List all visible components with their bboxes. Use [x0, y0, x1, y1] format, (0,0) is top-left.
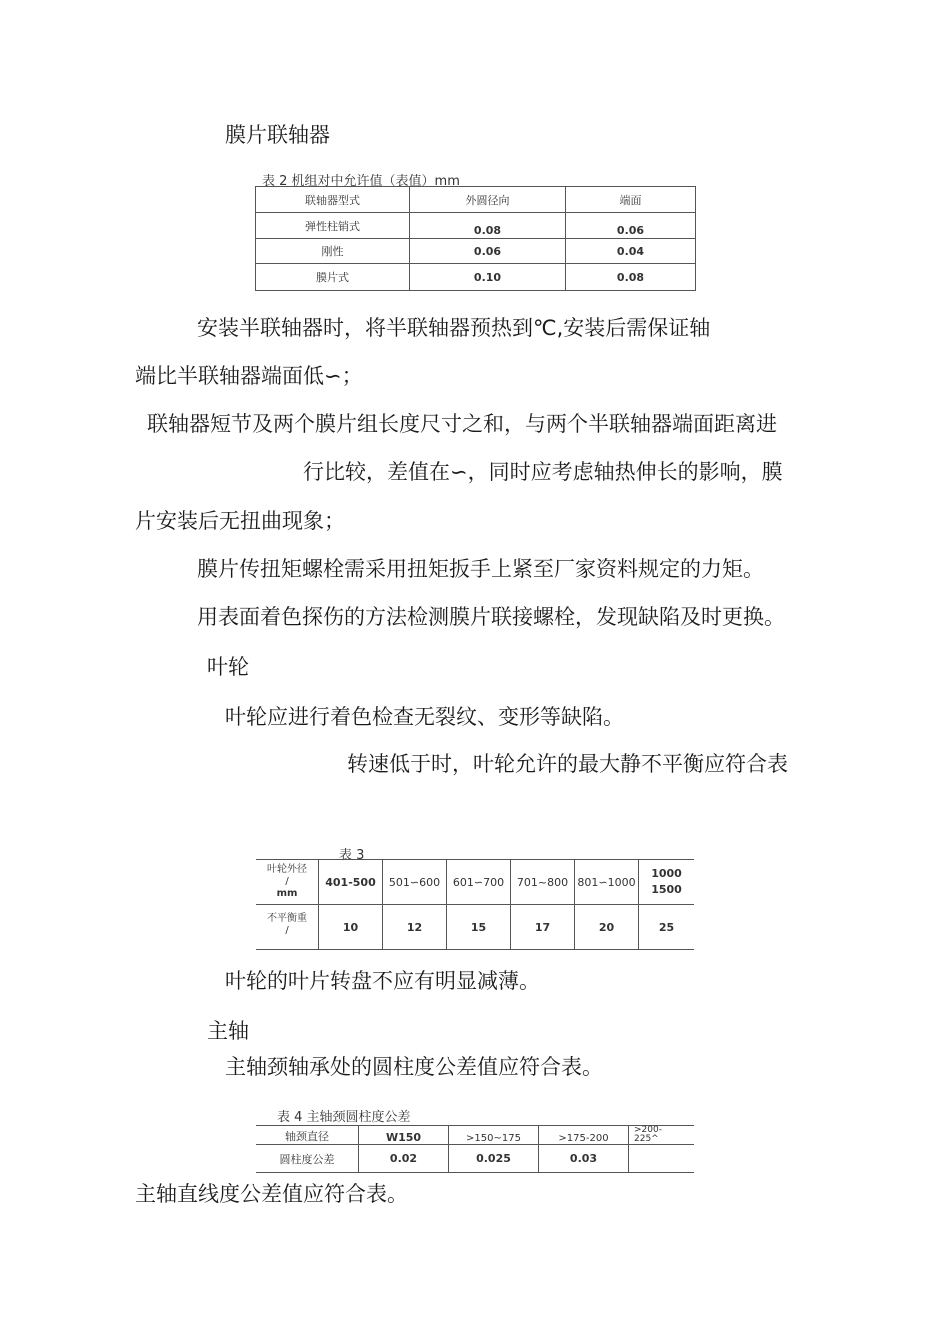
table3-cell: 15: [447, 905, 511, 950]
table2-cell: 刚性: [256, 239, 410, 264]
table4-header: >200- 225^: [629, 1126, 695, 1145]
table2-cell: 0.08: [410, 213, 566, 239]
table2-header: 联轴器型式: [256, 187, 410, 213]
table3-cell: 25: [639, 905, 695, 950]
table2-caption: 表 2 机组对中允许值（表值）mm: [262, 174, 460, 189]
table3-cell: 701~800: [511, 860, 575, 905]
table4-cell: 0.03: [539, 1145, 629, 1173]
table3-cell: 1000 1500: [639, 860, 695, 905]
heading-impeller: 叶轮: [207, 655, 249, 679]
paragraph: 用表面着色探伤的方法检测膜片联接螺栓，发现缺陷及时更换。: [197, 605, 785, 629]
heading-diaphragm-coupling: 膜片联轴器: [225, 123, 330, 147]
table3-row-label: 不平衡重 /: [256, 905, 319, 950]
table-row: [256, 1145, 694, 1173]
table4-header: 轴颈直径: [256, 1126, 359, 1145]
table-row: [256, 239, 696, 264]
table2-cell: 0.06: [566, 213, 696, 239]
table-row: [256, 860, 694, 905]
table3-cell: 12: [383, 905, 447, 950]
table2-header: 端面: [566, 187, 696, 213]
table4: [256, 1125, 694, 1173]
paragraph: 主轴直线度公差值应符合表。: [135, 1182, 408, 1206]
table3: [256, 859, 694, 950]
table3-cell: 801∽1000: [575, 860, 639, 905]
paragraph: 片安装后无扭曲现象；: [135, 509, 345, 533]
table3-cell: 501∽600: [383, 860, 447, 905]
table4-row-label: 圆柱度公差: [256, 1145, 359, 1173]
table4-header: >175-200: [539, 1126, 629, 1145]
table2-cell: 0.08: [566, 264, 696, 291]
table3-cell: 17: [511, 905, 575, 950]
paragraph: 转速低于时，叶轮允许的最大静不平衡应符合表: [347, 752, 788, 776]
table2: [255, 186, 696, 291]
table3-caption: 表 3: [339, 848, 365, 863]
table3-cell: 601∽700: [447, 860, 511, 905]
table2-cell: 0.04: [566, 239, 696, 264]
table2-cell: 0.06: [410, 239, 566, 264]
table-row: [256, 1126, 694, 1145]
heading-main-shaft: 主轴: [207, 1019, 249, 1043]
table2-cell: 弹性柱销式: [256, 213, 410, 239]
paragraph: 端比半联轴器端面低∽；: [135, 364, 363, 388]
table3-cell: 401-500: [319, 860, 383, 905]
paragraph: 膜片传扭矩螺栓需采用扭矩扳手上紧至厂家资料规定的力矩。: [197, 557, 764, 581]
table2-header: 外圆径向: [410, 187, 566, 213]
table4-header: >150~175: [449, 1126, 539, 1145]
table3-cell: 20: [575, 905, 639, 950]
table-row: [256, 905, 694, 950]
table-row: [256, 213, 696, 239]
table2-cell: 0.10: [410, 264, 566, 291]
paragraph: 联轴器短节及两个膜片组长度尺寸之和，与两个半联轴器端面距离进: [147, 412, 777, 436]
paragraph: 叶轮应进行着色检查无裂纹、变形等缺陷。: [225, 705, 624, 729]
table2-cell: 膜片式: [256, 264, 410, 291]
paragraph: 主轴颈轴承处的圆柱度公差值应符合表。: [225, 1055, 603, 1079]
table-row: [256, 264, 696, 291]
table4-cell: 0.02: [359, 1145, 449, 1173]
paragraph: 行比较，差值在∽，同时应考虑轴热伸长的影响，膜: [303, 460, 783, 484]
table4-header: W150: [359, 1126, 449, 1145]
table4-cell: 0.025: [449, 1145, 539, 1173]
table4-cell: [629, 1145, 695, 1173]
table3-cell: 10: [319, 905, 383, 950]
table3-row-label: 叶轮外径 / mm: [256, 860, 319, 905]
paragraph: 叶轮的叶片转盘不应有明显减薄。: [225, 969, 540, 993]
paragraph: 安装半联轴器时，将半联轴器预热到℃,安装后需保证轴: [197, 316, 711, 340]
table4-caption: 表 4 主轴颈圆柱度公差: [277, 1110, 411, 1125]
